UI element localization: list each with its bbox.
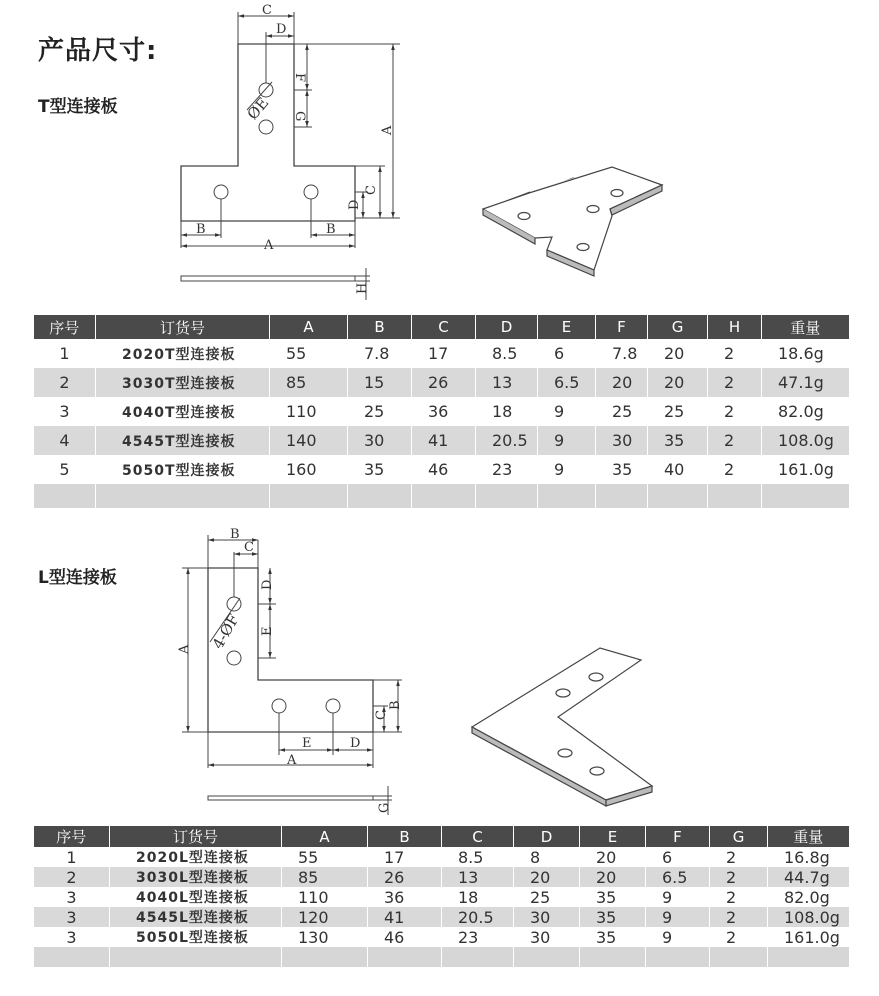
dimension-value: 26 <box>368 867 442 887</box>
column-header: A <box>282 826 368 847</box>
t-plate-3d <box>483 167 662 276</box>
dimension-value: 2 <box>708 368 762 397</box>
dimension-value: 9 <box>646 927 710 947</box>
dimension-value: 35 <box>580 887 646 907</box>
dimension-value: 6.5 <box>538 368 596 397</box>
dimension-value: 2 <box>708 426 762 455</box>
dimension-value: 108.0g <box>768 907 849 927</box>
dimension-value: 55 <box>282 847 368 867</box>
dimension-value: 25 <box>348 397 412 426</box>
dimension-value: 20 <box>580 867 646 887</box>
order-number: 4040L型连接板 <box>110 887 282 907</box>
dimension-value: 110 <box>270 397 348 426</box>
dimension-value: 13 <box>476 368 538 397</box>
dimension-value: 2 <box>708 339 762 368</box>
svg-text:E: E <box>260 626 275 636</box>
dimension-value: 25 <box>648 397 708 426</box>
table-row <box>34 867 849 887</box>
table-header <box>34 315 849 339</box>
order-number: 2020T型连接板 <box>96 339 270 368</box>
l-holes <box>227 597 340 713</box>
dimension-value: 8.5 <box>476 339 538 368</box>
dimension-value: 9 <box>538 426 596 455</box>
dimension-value: 6 <box>538 339 596 368</box>
dimension-value: 25 <box>596 397 648 426</box>
dimension-value: 8 <box>514 847 580 867</box>
order-number: 3030L型连接板 <box>110 867 282 887</box>
table-row <box>34 907 849 927</box>
t-spec-table <box>33 315 849 508</box>
table-row <box>34 887 849 907</box>
dimension-value: 18 <box>476 397 538 426</box>
column-header: F <box>646 826 710 847</box>
dimension-value: 47.1g <box>762 368 849 397</box>
dimension-value: 41 <box>368 907 442 927</box>
dimension-value: 18 <box>442 887 514 907</box>
table-row <box>34 397 849 426</box>
dimension-value: 25 <box>514 887 580 907</box>
dimension-value: 7.8 <box>348 339 412 368</box>
svg-text:B: B <box>326 222 336 237</box>
dimension-value: 2 <box>710 927 768 947</box>
dimension-value: 35 <box>348 455 412 484</box>
dimension-value: 30 <box>514 907 580 927</box>
dimension-value: 7.8 <box>596 339 648 368</box>
svg-text:C: C <box>244 540 254 555</box>
dimension-value: 20 <box>648 368 708 397</box>
dimension-value: 20 <box>596 368 648 397</box>
svg-text:A: A <box>380 125 395 135</box>
row-index: 4 <box>34 426 96 455</box>
dimension-value: 15 <box>348 368 412 397</box>
svg-text:ØE: ØE <box>243 93 273 124</box>
order-number: 5050T型连接板 <box>96 455 270 484</box>
dimension-value: 130 <box>282 927 368 947</box>
dimension-value: 17 <box>412 339 476 368</box>
dimension-value: 30 <box>514 927 580 947</box>
l-section-title: L型连接板 <box>38 568 117 588</box>
dimension-value: 2 <box>710 867 768 887</box>
l-side-view <box>208 796 373 800</box>
dimension-value: 8.5 <box>442 847 514 867</box>
dimension-value: 9 <box>538 455 596 484</box>
dimension-value: 18.6g <box>762 339 849 368</box>
dimension-value: 160 <box>270 455 348 484</box>
column-header: 订货号 <box>110 826 282 847</box>
svg-text:B: B <box>388 700 403 710</box>
row-index: 3 <box>34 907 110 927</box>
column-header: 序号 <box>34 315 96 339</box>
dimension-value: 35 <box>580 907 646 927</box>
table-row <box>34 339 849 368</box>
svg-text:C: C <box>374 710 389 720</box>
column-header: C <box>412 315 476 339</box>
page-title: 产品尺寸: <box>38 36 158 66</box>
dimension-value: 140 <box>270 426 348 455</box>
column-header: B <box>348 315 412 339</box>
blank-row <box>34 484 849 508</box>
svg-text:A: A <box>264 238 274 253</box>
dimension-value: 85 <box>270 368 348 397</box>
column-header: E <box>580 826 646 847</box>
l-plate-outline <box>208 568 373 732</box>
dimension-value: 2 <box>710 907 768 927</box>
order-number: 5050L型连接板 <box>110 927 282 947</box>
dimension-value: 35 <box>596 455 648 484</box>
dimension-value: 17 <box>368 847 442 867</box>
table-row <box>34 847 849 867</box>
row-index: 2 <box>34 368 96 397</box>
svg-text:C: C <box>262 3 272 18</box>
dimension-value: 35 <box>580 927 646 947</box>
dimension-value: 82.0g <box>768 887 849 907</box>
column-header: 订货号 <box>96 315 270 339</box>
dimension-value: 20 <box>580 847 646 867</box>
dimension-value: 44.7g <box>768 867 849 887</box>
table-row <box>34 455 849 484</box>
dimension-value: 9 <box>538 397 596 426</box>
dimension-value: 9 <box>646 887 710 907</box>
dimension-value: 30 <box>596 426 648 455</box>
row-index: 3 <box>34 397 96 426</box>
dimension-value: 20.5 <box>442 907 514 927</box>
order-number: 2020L型连接板 <box>110 847 282 867</box>
l-plate-3d <box>472 648 652 806</box>
dimension-value: 120 <box>282 907 368 927</box>
svg-text:D: D <box>260 579 275 590</box>
dimension-value: 46 <box>412 455 476 484</box>
svg-text:C: C <box>364 185 379 195</box>
row-index: 3 <box>34 927 110 947</box>
column-header: G <box>648 315 708 339</box>
dimension-value: 16.8g <box>768 847 849 867</box>
dimension-value: 55 <box>270 339 348 368</box>
dimension-value: 36 <box>368 887 442 907</box>
svg-text:D: D <box>347 199 362 210</box>
order-number: 4545T型连接板 <box>96 426 270 455</box>
svg-text:H: H <box>355 282 370 294</box>
svg-text:A: A <box>177 644 192 654</box>
svg-text:B: B <box>196 222 206 237</box>
column-header: A <box>270 315 348 339</box>
column-header: 重量 <box>762 315 849 339</box>
column-header: 重量 <box>768 826 849 847</box>
dimension-value: 6.5 <box>646 867 710 887</box>
dimension-value: 82.0g <box>762 397 849 426</box>
dimension-value: 161.0g <box>768 927 849 947</box>
svg-text:F: F <box>292 73 307 83</box>
row-index: 5 <box>34 455 96 484</box>
l-spec-table <box>33 826 849 967</box>
svg-text:4-ØF: 4-ØF <box>208 610 243 653</box>
table-row <box>34 927 849 947</box>
order-number: 4545L型连接板 <box>110 907 282 927</box>
dimension-value: 85 <box>282 867 368 887</box>
svg-text:G: G <box>377 802 392 813</box>
dimension-value: 2 <box>708 397 762 426</box>
dimension-value: 9 <box>646 907 710 927</box>
dimension-value: 23 <box>442 927 514 947</box>
column-header: D <box>476 315 538 339</box>
row-index: 2 <box>34 867 110 887</box>
column-header: 序号 <box>34 826 110 847</box>
order-number: 3030T型连接板 <box>96 368 270 397</box>
dimension-value: 6 <box>646 847 710 867</box>
t-side-view <box>181 276 355 281</box>
order-number: 4040T型连接板 <box>96 397 270 426</box>
dimension-value: 46 <box>368 927 442 947</box>
dimension-value: 23 <box>476 455 538 484</box>
row-index: 3 <box>34 887 110 907</box>
table-row <box>34 368 849 397</box>
dimension-value: 2 <box>710 887 768 907</box>
t-plate-outline <box>181 44 355 221</box>
column-header: E <box>538 315 596 339</box>
column-header: B <box>368 826 442 847</box>
svg-text:G: G <box>292 111 307 122</box>
svg-text:D: D <box>276 22 287 37</box>
column-header: H <box>708 315 762 339</box>
l-dimension-labels <box>177 527 403 813</box>
svg-text:A: A <box>287 753 297 768</box>
dimension-value: 41 <box>412 426 476 455</box>
dimension-value: 110 <box>282 887 368 907</box>
column-header: G <box>710 826 768 847</box>
t-section-title: T型连接板 <box>38 97 118 117</box>
svg-text:E: E <box>302 736 312 751</box>
dimension-value: 40 <box>648 455 708 484</box>
dimension-value: 2 <box>708 455 762 484</box>
dimension-value: 161.0g <box>762 455 849 484</box>
table-row <box>34 426 849 455</box>
dimension-value: 20.5 <box>476 426 538 455</box>
dimension-value: 20 <box>514 867 580 887</box>
row-index: 1 <box>34 339 96 368</box>
row-index: 1 <box>34 847 110 867</box>
dimension-value: 35 <box>648 426 708 455</box>
dimension-value: 108.0g <box>762 426 849 455</box>
dimension-value: 2 <box>710 847 768 867</box>
table-header <box>34 826 849 847</box>
dimension-value: 30 <box>348 426 412 455</box>
dimension-value: 26 <box>412 368 476 397</box>
column-header: D <box>514 826 580 847</box>
column-header: C <box>442 826 514 847</box>
svg-text:B: B <box>230 527 240 542</box>
svg-text:D: D <box>350 736 361 751</box>
t-dimension-labels <box>196 3 395 294</box>
column-header: F <box>596 315 648 339</box>
blank-row <box>34 947 849 967</box>
dimension-value: 36 <box>412 397 476 426</box>
dimension-value: 20 <box>648 339 708 368</box>
dimension-value: 13 <box>442 867 514 887</box>
